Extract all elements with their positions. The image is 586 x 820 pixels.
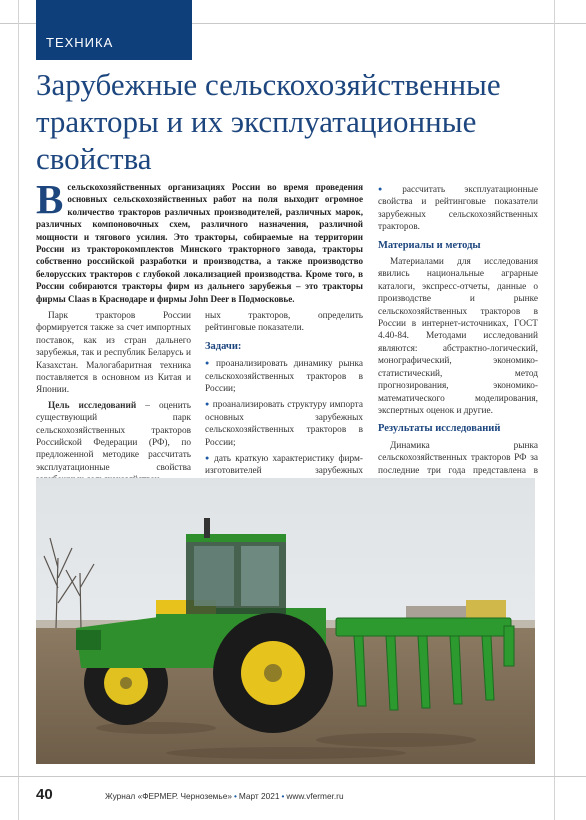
task-item: ● проанализировать динамику рынка сельскохозяйственных тракторов в России;: [205, 357, 363, 395]
journal-name: Журнал «ФЕРМЕР. Черноземье»: [105, 791, 232, 801]
page-number: 40: [36, 786, 53, 803]
tasks-heading: Задачи:: [205, 340, 242, 352]
separator-dot: •: [233, 791, 237, 801]
section-label: ТЕХНИКА: [46, 35, 114, 50]
paragraph: Материалами для исследования явились национальные аграрные каталоги, экспресс-отчеты, данные о производстве и рынке сельскохозяйственных тракторов в России в интернет-источниках, ГОСТ 4.40-84. Методами исследований являются: абстрактно-логический, монографический, экономико-статистический, метод прогнозирования, экономико-математического моделирования, экспертных оценок и другие.: [378, 257, 538, 416]
lead-paragraph: [36, 176, 363, 305]
lead-text: сельскохозяйственных организациях России во время проведения основных сельскохозяйственных работ на поля выходит огромное количество тракторов различных производителей, различных марок, различных компоновочных схем, различного назначения, различной мощности и тягового усилия. Это тракторы, собираемые на территории России из тракторокомплектов Минского тракторного завода, тракторы собственно российской разработки и производства, а также производство белорусских тракторов с глубокой локализацией производства. Кроме того, в России собираются тракторы фирм из дальнего зарубежья – это тракторы фирмы Claas в Краснодаре и фирмы John Deer в Подмосковье.: [36, 182, 363, 304]
materials-heading: Материалы и методы: [378, 239, 481, 251]
research-goal-label: Цель исследований: [48, 400, 137, 411]
tractor-photo: [36, 478, 535, 764]
website-link[interactable]: www.vfermer.ru: [286, 791, 344, 801]
paragraph: Парк тракторов России формируется также за счет импортных поставок, как из стран дальнего зарубежья, так и республик Беларусь и Казахстан. Малогабаритная техника поставляется в основном из Китая и Японии.: [36, 311, 191, 396]
article-title: Зарубежные сельскохозяйственные тракторы и их эксплуатационные свойства: [36, 67, 501, 176]
tractor-image: [36, 478, 535, 764]
drop-cap: В: [36, 176, 64, 222]
margin-line-left: [18, 0, 19, 820]
footer-info: [105, 791, 344, 801]
research-goal-paragraph: [36, 400, 191, 487]
column-3: [378, 183, 538, 492]
results-heading: Результаты исследований: [378, 423, 501, 435]
margin-line-right: [554, 0, 555, 820]
section-tab: [36, 0, 192, 60]
issue-date: Март 2021: [238, 791, 280, 801]
research-goal-text: – оценить существующий парк сельскохозяйственных тракторов Российской Федерации (РФ), по предложенной методике рассчитать эксплуатационные свойства: [36, 400, 191, 473]
footer-rule: [0, 776, 586, 777]
task-item: ● дать краткую характеристику фирм-изготовителей зарубежных: [205, 452, 363, 490]
paragraph: Динамика рынка сельскохозяйственных тракторов РФ за последние три года представлена в: [378, 440, 538, 476]
column-2: [205, 310, 363, 493]
column-1: [36, 310, 191, 490]
task-item: ● рассчитать эксплуатационные свойства и рейтинговые показатели зарубежных сельскохозяйственных тракторов.: [378, 183, 538, 234]
paragraph: ных тракторов, определить рейтинговые показатели.: [205, 311, 363, 334]
separator-dot: •: [281, 791, 285, 801]
task-item: ● проанализировать структуру импорта основных зарубежных сельскохозяйственных тракторов в России;: [205, 398, 363, 449]
